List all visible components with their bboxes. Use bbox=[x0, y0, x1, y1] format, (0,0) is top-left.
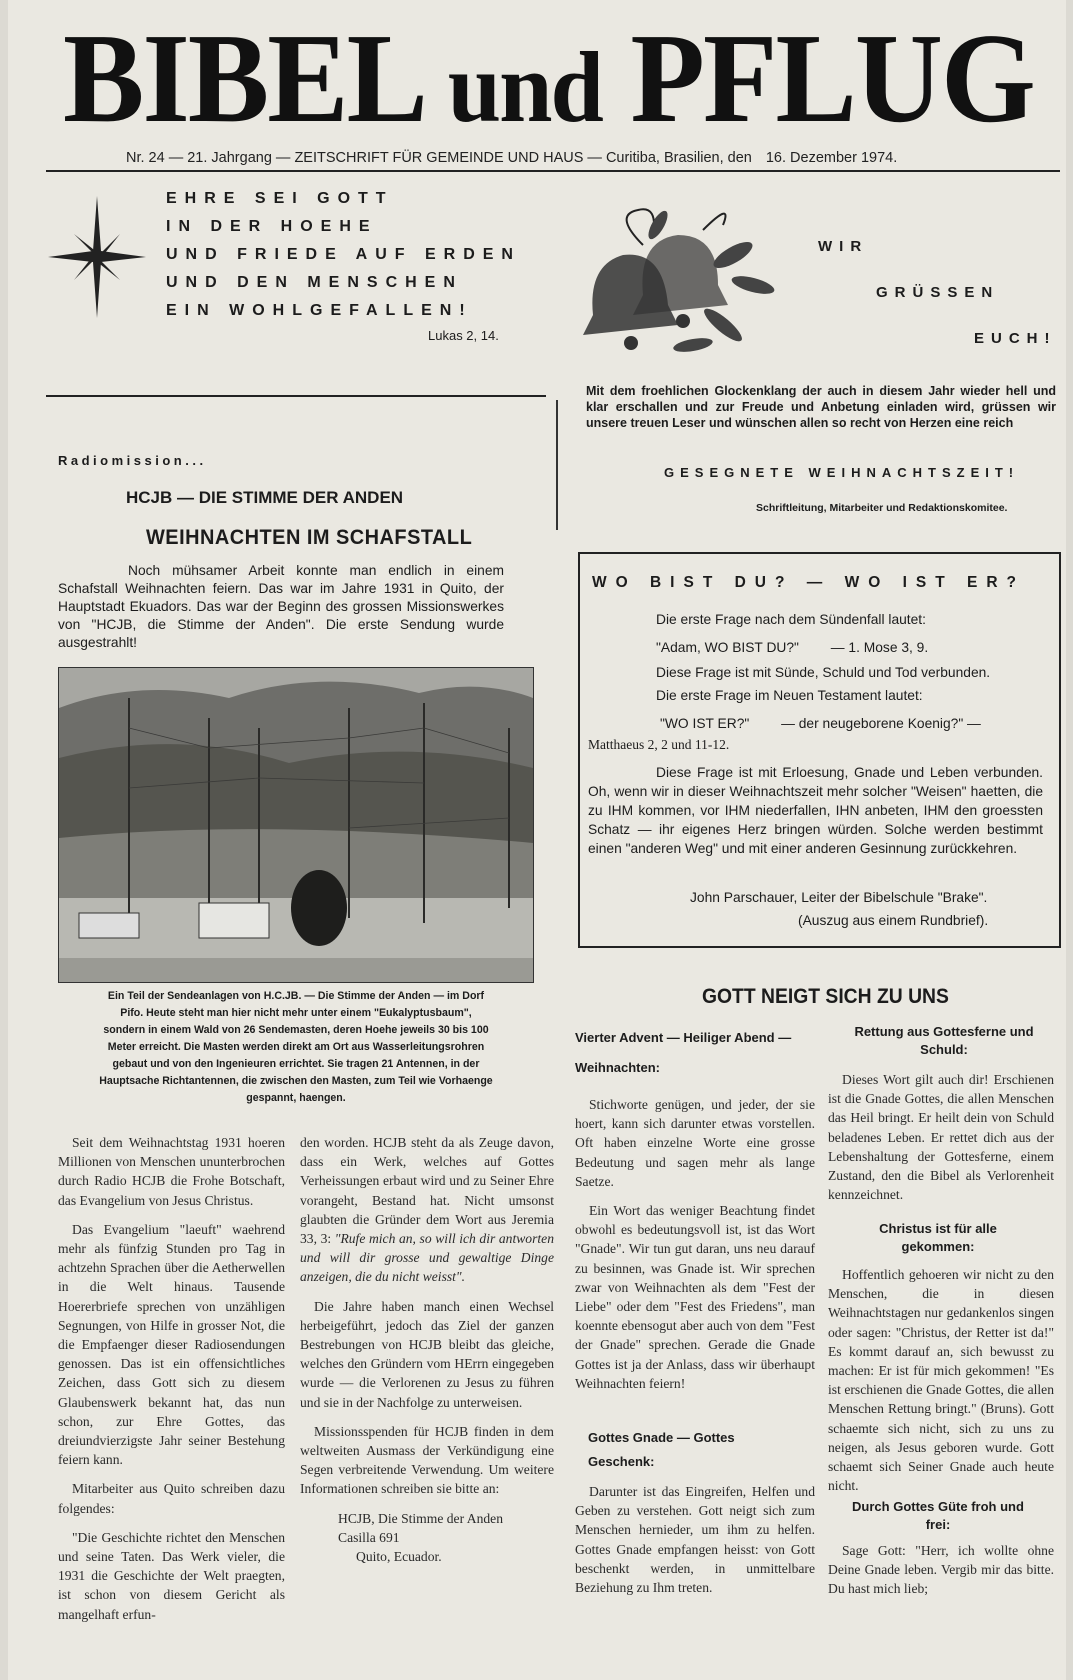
column-rule bbox=[556, 400, 558, 530]
title-bibel: BIBEL bbox=[63, 7, 420, 150]
wobist-line: Die erste Frage nach dem Sündenfall lautet: bbox=[656, 612, 926, 627]
wobist-author: John Parschauer, Leiter der Bibelschule "Brake". bbox=[690, 890, 988, 905]
greeting-wir: WIR bbox=[818, 238, 869, 255]
title-pflug: PFLUG bbox=[630, 7, 1034, 150]
masthead-subtitle bbox=[126, 150, 897, 166]
reference: — 1. Mose 3, 9. bbox=[830, 640, 929, 655]
paragraph: Ein Wort das weniger Beachtung findet obwohl es bedeutungsvoll ist, ist das Wort "Gnade". Wir tun gut daran, uns neu darauf zu besinnen, was Gnade ist. Wir sprechen zwar von Weihnachten als dem "Fest der Liebe" oder dem "Fest des Friedens", man koennte ebensogut aber auch von dem "Fest der Gnade" sprechen. Gerade die Gnade Gottes ist ja der Anlass, dass wir überhaupt Weihnachten feiern! bbox=[575, 1203, 815, 1391]
greeting-text: Mit dem froehlichen Glockenklang der auch in diesem Jahr wieder hell und klar erschallen und zur Freude und Anbetung einladen wird, grüssen wir unsere treuen Leser und wünschen allen so recht von Herzen eine reich bbox=[586, 384, 1056, 430]
wobist-title: WO BIST DU? — WO IST ER? bbox=[592, 574, 1025, 591]
greeting-line: EHRE SEI GOTT bbox=[166, 190, 394, 207]
address-line: HCJB, Die Stimme der Anden bbox=[338, 1510, 504, 1526]
greeting-gruessen: GRÜSSEN bbox=[876, 284, 1000, 301]
gott-column-2 bbox=[828, 1070, 1054, 1214]
section-rule bbox=[46, 395, 546, 397]
wobist-line: Diese Frage ist mit Sünde, Schuld und Tod verbunden. bbox=[656, 665, 991, 680]
paragraph: Stichworte genügen, und jeder, der sie hoert, kann sich darunter etwas vorstellen. Oft haben einzelne Worte eine grosse Bedeutung und sagen mehr als lange Saetze. bbox=[575, 1097, 815, 1189]
greeting-line: UND FRIEDE AUF ERDEN bbox=[166, 246, 521, 263]
gott-column-2b bbox=[828, 1265, 1054, 1505]
gott-title: GOTT NEIGT SICH ZU UNS bbox=[702, 985, 949, 1008]
quote: "WO IST ER?" bbox=[660, 716, 750, 731]
paragraph: den worden. HCJB steht da als Zeuge davon, dass ein Werk, welches auf Gottes Verheissungen erbaut wird und zu Seiner Ehre vorangeht, Bestand hat. Nicht umsonst glaubten die Gründer dem Wort aus Jeremia 33, 3: bbox=[300, 1135, 554, 1247]
heading-christus: Christus ist für alle gekommen: bbox=[879, 1221, 997, 1254]
gott-column-1b bbox=[575, 1482, 815, 1607]
issue-date: 16. Dezember 1974. bbox=[765, 150, 898, 166]
masthead-title bbox=[63, 7, 1063, 150]
wobist-question-er bbox=[660, 716, 981, 731]
paragraph: Die Jahre haben manch einen Wechsel herbeigeführt, jedoch das Ziel der ganzen Bestrebungen von HCJB bleibt das gleiche, welches den Gründern vom HErrn eingegeben wurde — die Verlorenen zu Jesus zu führen und sie in der Nachfolge zu unterweisen. bbox=[300, 1298, 554, 1410]
newspaper-page bbox=[8, 0, 1066, 1680]
transmitter-photo bbox=[58, 667, 534, 983]
heading-rettung: Rettung aus Gottesferne und Schuld: bbox=[854, 1024, 1034, 1057]
gott-column-1 bbox=[575, 1095, 815, 1403]
radio-lead: Noch mühsamer Arbeit konnte man endlich in einem Schafstall Weihnachten feiern. Das war im Jahre 1931 in Quito, der Hauptstadt Ekuadors. Das war der Beginn des grossen Missionswerkes von "HCJB, die Stimme der Anden". Die erste Sendung wurde ausgestrahlt! bbox=[58, 563, 504, 650]
greeting-line: EIN WOHLGEFALLEN! bbox=[166, 302, 473, 319]
wobist-source: (Auszug aus einem Rundbrief). bbox=[798, 913, 989, 928]
paragraph: Dieses Wort gilt auch dir! Erschienen ist die Gnade Gottes, die allen Menschen das Heil bringt. Er heilt dein von Schuld beladenes Leben. Er rettet dich aus der Lebenshaltung der Gottesferne, einem Zustand, den die Bibel als Verlorenheit kennzeichnet. bbox=[828, 1072, 1054, 1203]
star-icon bbox=[48, 196, 146, 318]
wobist-paragraph: Diese Frage ist mit Erloesung, Gnade und Leben verbunden. Oh, wenn wir in dieser Weihnachtszeit mehr solcher "Weisen" haetten, die zu IHM kommen, vor IHM niederfallen, IHN anbeten, IHM den groessten Schatz — ihr eigenes Herz bringen würden. Solche werden bestimmt einen "anderen Weg" und mit einer anderen Gesinnung zurückkehren. bbox=[588, 765, 1043, 856]
greeting-euch: EUCH! bbox=[974, 330, 1057, 347]
address-line: Casilla 691 bbox=[338, 1529, 400, 1545]
greeting-signature: Schriftleitung, Mitarbeiter und Redaktionskomitee. bbox=[756, 502, 1008, 514]
masthead-rule bbox=[46, 170, 1060, 172]
paragraph: Sage Gott: "Herr, ich wollte ohne Deine Gnade leben. Vergib mir das bitte. Du hast mich lieb; bbox=[828, 1543, 1054, 1597]
subtitle-text: Nr. 24 — 21. Jahrgang — ZEITSCHRIFT FÜR GEMEINDE UND HAUS — Curitiba, Brasilien, den bbox=[126, 150, 752, 166]
greeting-wish: GESEGNETE WEIHNACHTSZEIT! bbox=[664, 465, 1020, 480]
quote: "Adam, WO BIST DU?" bbox=[656, 640, 799, 655]
mailing-address bbox=[300, 1509, 554, 1567]
paragraph: "Die Geschichte richtet den Menschen und seine Taten. Das Werk vieler, die 1931 die Geschichte der Welt praegten, ist schon von diesem Gericht als mangelhaft erfun- bbox=[58, 1529, 285, 1622]
greeting-line: UND DEN MENSCHEN bbox=[166, 274, 463, 291]
radio-title: WEIHNACHTEN IM SCHAFSTALL bbox=[146, 526, 473, 549]
radio-column-1 bbox=[58, 1133, 285, 1634]
radio-column-2 bbox=[300, 1133, 554, 1566]
reference: — der neugeborene Koenig?" — bbox=[781, 716, 981, 731]
greeting-verse bbox=[166, 185, 521, 325]
paragraph: Seit dem Weihnachtstag 1931 hoeren Millionen von Menschen ununterbrochen durch Radio HCJB die Frohe Botschaft, das Evangelium von Jesus Christus. bbox=[58, 1135, 285, 1208]
transmitter-photo-image bbox=[59, 668, 533, 982]
radio-headline: HCJB — DIE STIMME DER ANDEN bbox=[126, 488, 404, 507]
greeting-reference: Lukas 2, 14. bbox=[428, 328, 499, 343]
scripture-quote: "Rufe mich an, so will ich dir antworten und will dir grosse und gewaltige Dinge anzeigen, die du nicht weisst". bbox=[300, 1231, 554, 1285]
heading-guete: Durch Gottes Güte froh und frei: bbox=[852, 1499, 1024, 1532]
wobist-line: Die erste Frage im Neuen Testament lautet: bbox=[656, 688, 923, 703]
heading-gnade: Gottes Gnade — Gottes Geschenk: bbox=[588, 1430, 735, 1469]
christmas-bells-icon bbox=[583, 205, 783, 370]
paragraph: Darunter ist das Eingreifen, Helfen und Geben zu verstehen. Gott neigt sich zum Menschen hernieder, um ihm zu helfen. Gottes Gnade empfangen heisst: von Gott beschenkt werden, in unmittelbare Beziehung zu Ihm treten. bbox=[575, 1484, 815, 1596]
photo-caption: Ein Teil der Sendeanlagen von H.C.JB. — Die Stimme der Anden — im Dorf Pifo. Heute steht man hier nicht mehr unter einem "Eukalyptusbaum", sondern in einem Wald von 26 Sendemasten, deren Hoehe jeweils 30 bis 100 Meter erreicht. Die Masten werden direkt am Ort aus Wasserleitungsrohren gebaut und von den Ingenieuren errichtet. Sie tragen 21 Antennen, in der Hauptsache Richtantennen, die zwischen den Masten, zum Teil wie Vorhaenge gespannt, haengen. bbox=[99, 990, 493, 1104]
paragraph: Das Evangelium "laeuft" waehrend mehr als fünfzig Stunden pro Tag in achtzehn Sprachen über die Aetherwellen in die Welt hinaus. Tausende Hoererbriefe sprechen von unzähligen Segnungen, von Hilfe in grosser Not, die die Empfaenger dieser Radiosendungen genossen. Das ist ein offensichtliches Zeichen, dass Gott sich zu diesem Glaubenswerk bekannt hat, das nun schon, zur Ehre Gottes, das dreiundvierzigste Jahr seiner Bestehung feiern kann. bbox=[58, 1221, 285, 1468]
wobist-question-adam bbox=[656, 640, 928, 655]
address-line: Quito, Ecuador. bbox=[356, 1549, 442, 1565]
paragraph: Mitarbeiter aus Quito schreiben dazu folgendes: bbox=[58, 1481, 285, 1516]
paragraph: Hoffentlich gehoeren wir nicht zu den Menschen, die in diesen Weihnachtstagen nur gedankenlos singen oder sagen: "Christus, der Retter ist da!" Es kommt darauf an, sich bewusst zu machen: Er ist für mich gekommen! "Es ist erschienen die Gnade Gottes, die allen Menschen Rettung bringt." (Bruns). Gott schaemte sich nicht, sich zu uns zu neigen, als Jesus geboren wurde. Gott schaemt sich Seiner Gnade auch heute nicht. bbox=[828, 1267, 1054, 1494]
radio-kicker: Radiomission... bbox=[58, 453, 207, 468]
greeting-line: IN DER HOEHE bbox=[166, 218, 378, 235]
title-und: und bbox=[447, 30, 602, 144]
wobist-line: Matthaeus 2, 2 und 11-12. bbox=[588, 737, 730, 752]
paragraph: Missionsspenden für HCJB finden in dem weltweiten Ausmass der Verkündigung eine Segen verbreitende Verwendung. Um weitere Informationen schreiben sie bitte an: bbox=[300, 1423, 554, 1497]
gott-column-2c bbox=[828, 1541, 1054, 1609]
heading-advent: Vierter Advent — Heiliger Abend — Weihnachten: bbox=[575, 1030, 792, 1075]
